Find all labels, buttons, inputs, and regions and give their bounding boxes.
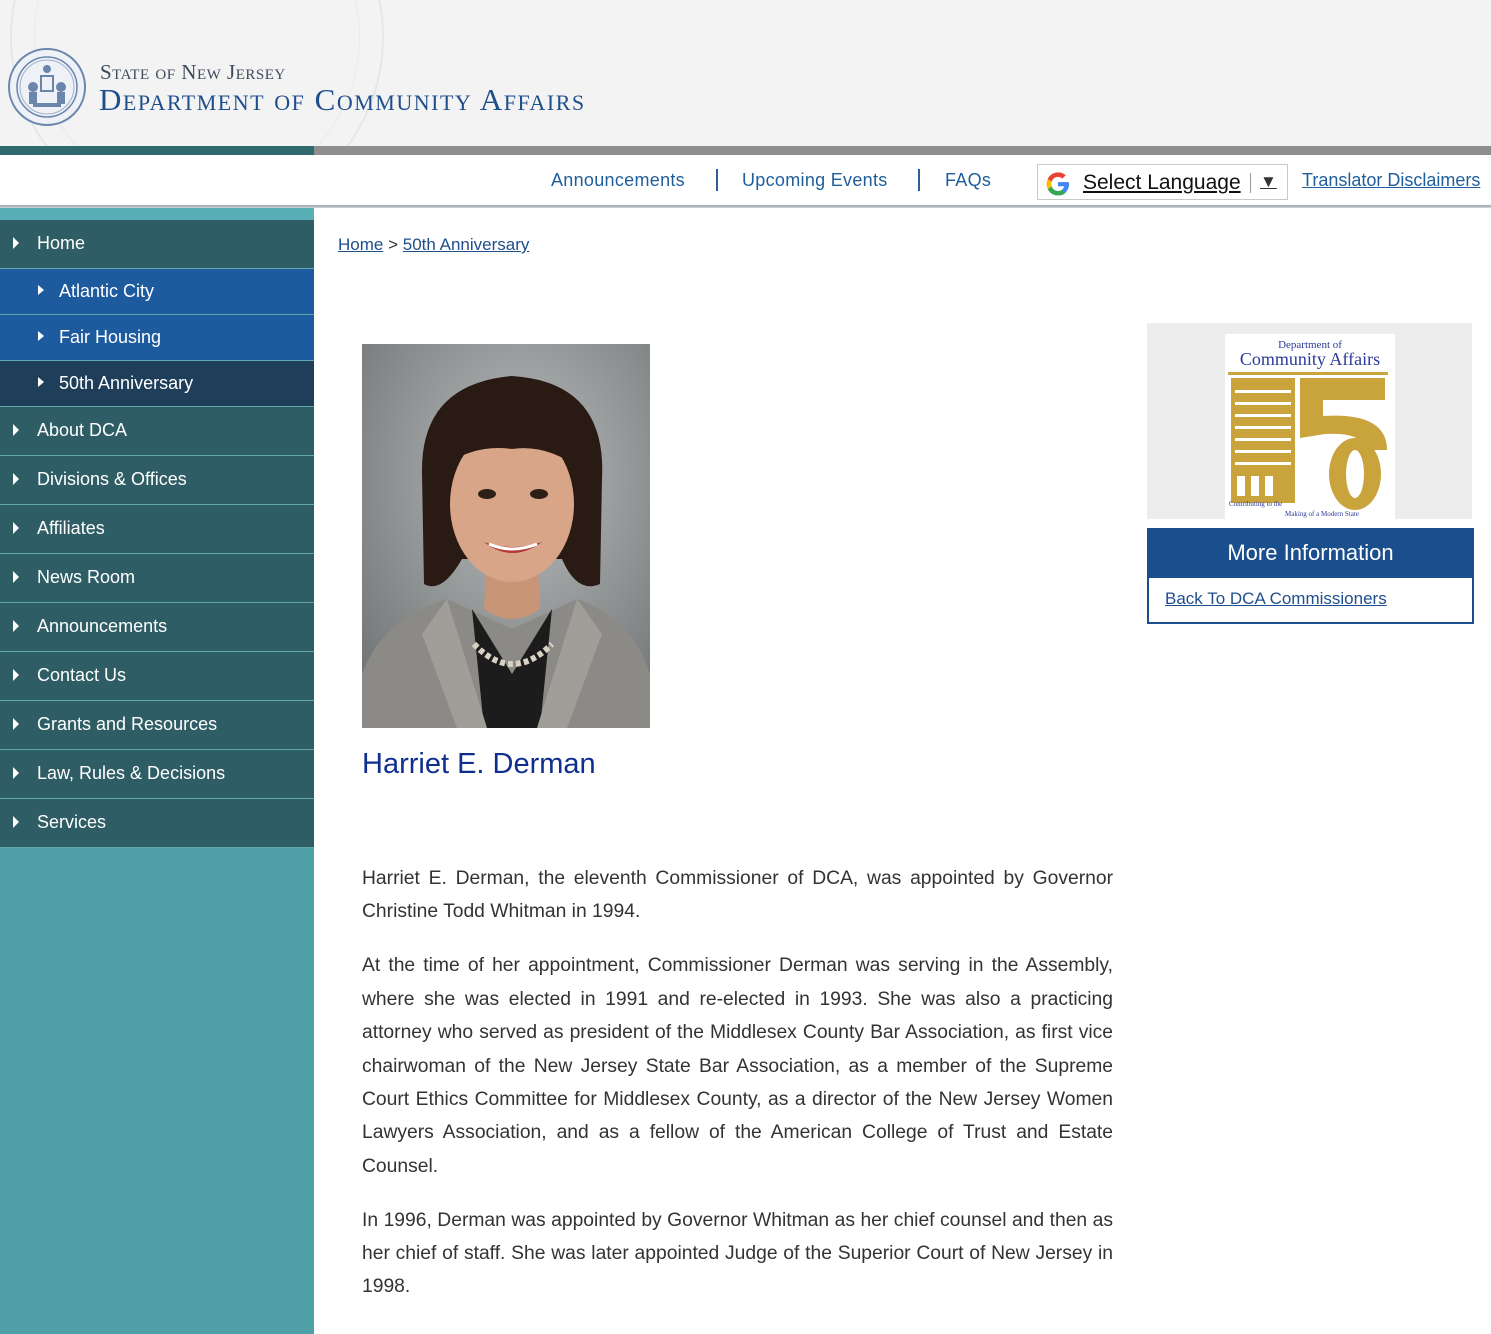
select-language-label[interactable]: Select Language <box>1083 171 1241 194</box>
dropdown-arrow-icon[interactable]: ▼ <box>1260 172 1277 191</box>
sidebar-item-label[interactable]: Contact Us <box>37 665 127 685</box>
translator-disclaimers-link[interactable]: Translator Disclaimers <box>1302 170 1481 190</box>
topnav-faqs-link[interactable]: FAQs <box>945 170 992 190</box>
sidebar-item-label[interactable]: Announcements <box>37 616 168 636</box>
caret-right-icon <box>38 331 44 341</box>
caret-right-icon <box>13 767 19 779</box>
language-selector[interactable] <box>1037 164 1288 200</box>
sidebar-item-label[interactable]: Home <box>37 233 86 253</box>
biography <box>362 862 1113 1324</box>
sidebar-item-label[interactable]: Services <box>37 812 107 832</box>
site-header <box>0 0 1491 146</box>
caret-right-icon <box>13 669 19 681</box>
topnav-announcements-link[interactable]: Announcements <box>551 170 685 190</box>
breadcrumb-separator: > <box>388 235 399 254</box>
header-accent-bar <box>0 146 314 155</box>
sidebar-top-strip <box>0 208 314 220</box>
topnav-separator <box>716 169 718 191</box>
sidebar-item-contact-us[interactable] <box>0 652 314 701</box>
caret-right-icon <box>13 718 19 730</box>
caret-right-icon <box>13 571 19 583</box>
caret-right-icon <box>13 473 19 485</box>
breadcrumb-current-link[interactable]: 50th Anniversary <box>402 235 530 254</box>
sidebar-item-home[interactable] <box>0 220 314 269</box>
caret-right-icon <box>38 285 44 295</box>
more-info-box <box>1147 578 1474 624</box>
sidebar-item-label[interactable]: Affiliates <box>37 518 105 538</box>
topnav-upcoming-events-link[interactable]: Upcoming Events <box>742 170 888 190</box>
top-navigation <box>0 155 1491 205</box>
logo-tagline-1: Contributing to the <box>1229 500 1283 508</box>
logo-years-text: YEARS <box>1385 452 1394 480</box>
back-to-commissioners-link[interactable]: Back To DCA Commissioners <box>1165 589 1387 608</box>
bio-paragraph: Harriet E. Derman, the eleventh Commissioner of DCA, was appointed by Governor Christine Todd Whitman in 1994. <box>362 868 1113 923</box>
sidebar-subitem-50th-anniversary[interactable] <box>0 361 314 407</box>
state-seal-icon[interactable] <box>7 47 87 127</box>
anniversary-logo-panel <box>1147 323 1472 519</box>
sidebar-item-label[interactable]: Divisions & Offices <box>37 469 187 489</box>
sidebar-item-label[interactable]: About DCA <box>37 420 128 440</box>
caret-right-icon <box>13 620 19 632</box>
sidebar-subitem-fair-housing[interactable] <box>0 315 314 361</box>
bio-paragraph: In 1996, Derman was appointed by Governor Whitman as her chief counsel and then as her chief of staff. She was later appointed Judge of the Superior Court of New Jersey in 1998. <box>362 1209 1113 1298</box>
agency-department-name[interactable]: Department of Community Affairs <box>99 82 586 117</box>
language-divider <box>1250 173 1251 193</box>
sidebar-item-label[interactable]: News Room <box>37 567 136 587</box>
header-gray-bar <box>314 146 1491 155</box>
sidebar-item-label[interactable]: Law, Rules & Decisions <box>37 763 226 783</box>
sidebar-item-label[interactable]: Fair Housing <box>59 327 162 347</box>
sidebar-item-law-rules-decisions[interactable] <box>0 750 314 799</box>
logo-dept-of-text: Department of <box>1278 339 1342 351</box>
commissioner-portrait <box>362 344 650 728</box>
logo-tagline-2: Making of a Modern State <box>1285 510 1359 518</box>
breadcrumb-home-link[interactable]: Home <box>338 235 384 254</box>
sidebar-item-grants-resources[interactable] <box>0 701 314 750</box>
sidebar-item-divisions-offices[interactable] <box>0 456 314 505</box>
logo-dept-name-text: Community Affairs <box>1239 349 1381 369</box>
sidebar-item-news-room[interactable] <box>0 554 314 603</box>
sidebar-item-announcements[interactable] <box>0 603 314 652</box>
breadcrumb <box>338 235 529 255</box>
agency-state-name: State of New Jersey <box>100 60 286 84</box>
caret-right-icon <box>13 522 19 534</box>
commissioner-name: Harriet E. Derman <box>362 748 596 780</box>
topnav-separator <box>918 169 920 191</box>
sidebar-item-about-dca[interactable] <box>0 407 314 456</box>
sidebar-item-label[interactable]: Grants and Resources <box>37 714 218 734</box>
sidebar-menu <box>0 220 314 848</box>
caret-right-icon <box>13 237 19 249</box>
caret-right-icon <box>38 377 44 387</box>
sidebar-item-affiliates[interactable] <box>0 505 314 554</box>
caret-right-icon <box>13 816 19 828</box>
google-icon <box>1044 170 1072 198</box>
bio-paragraph: At the time of her appointment, Commissioner Derman was serving in the Assembly, where she was elected in 1991 and re-elected in 1993. She was also a practicing attorney who served as president of the Middlesex County Bar Association, as first vice chairwoman of the New Jersey State Bar Association, as a member of the Supreme Court Ethics Committee for Middlesex County, as a director of the New Jersey Women Lawyers Association, and as a fellow of the American College of Trust and Estate Counsel. <box>362 955 1113 1177</box>
sidebar-subitem-atlantic-city[interactable] <box>0 269 314 315</box>
sidebar <box>0 208 314 1334</box>
more-info-title: More Information <box>1147 528 1474 578</box>
sidebar-item-services[interactable] <box>0 799 314 848</box>
sidebar-item-label[interactable]: 50th Anniversary <box>59 373 194 393</box>
dca-50-years-logo <box>1225 334 1395 520</box>
caret-right-icon <box>13 424 19 436</box>
sidebar-item-label[interactable]: Atlantic City <box>59 281 155 301</box>
